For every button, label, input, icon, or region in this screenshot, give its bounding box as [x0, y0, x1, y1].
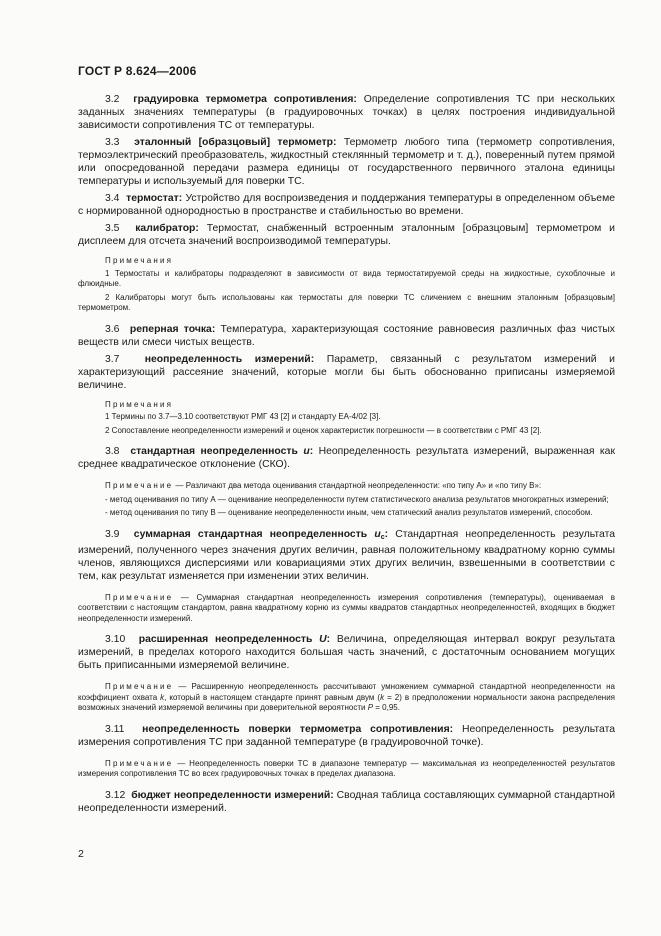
clause-number: 3.11 — [105, 723, 125, 735]
clause-number: 3.2 — [105, 94, 120, 105]
note-item: 2 Сопоставление неопределенности измерений и оценок характеристик погрешности — в соответствии с РМГ 43 [2]. — [105, 425, 542, 435]
clause-3-8 — [78, 445, 615, 471]
document-body — [78, 93, 615, 819]
clause-term: термостат: — [126, 193, 183, 204]
clause-3-12 — [78, 789, 615, 815]
note-text: — Суммарная стандартная неопределенность измерения сопротивления (температуры), оцениваемая в соответствии с настоящим стандартом, равна квадратному корню из суммы квадратов стандартных неопределенностей, входящих в бюджет неопределенности измерений. — [78, 592, 615, 623]
clause-term: неопределенность поверки термометра сопротивления: — [142, 723, 454, 735]
clause-number: 3.12 — [105, 789, 126, 801]
note-list-item: - метод оценивания по типу А — оценивание неопределенности путем статистического анализа результатов многократных измерений; — [105, 494, 609, 504]
clause-text: Термометр любого типа (термометр сопротивления, термоэлектрический преобразователь, жидкостный стеклянный термометр и т. д.), поверенный путем прямой или опосредованной передачи размера единицы от государственного первичного эталона единицы температуры и используемый для поверки ТС. — [78, 137, 615, 187]
clause-term: расширенная неопределенность — [138, 634, 313, 645]
clause-number: 3.10 — [105, 634, 126, 645]
clause-text: Термостат, снабженный встроенным эталонным [образцовым] термометром и дисплеем для отсчета значений воспроизводимой температуры. — [78, 223, 615, 247]
note-single — [78, 593, 615, 625]
clause-text: Стандартная неопределенность результата измерений, полученного через значения других величин, равная положительному квадратному корню суммы членов, являющихся дисперсиями или ковариациями этих других величин, взвешенными в соответствии с тем, как результат изменяется при изменении этих величин. — [78, 528, 615, 582]
clause-symbol: u — [303, 446, 310, 457]
clause-term: суммарная стандартная неопределенность — [133, 528, 368, 540]
clause-number: 3.9 — [105, 528, 120, 540]
note-text: — Неопределенность поверки ТС в диапазоне температур — максимальная из неопределенностей результатов измерения сопротивления ТС во всех градуировочных точках в пределах диапазона. — [78, 758, 615, 778]
note-text: — Расширенную неопределенность рассчитывают умножением суммарной стандартной неопределенности на коэффициент охвата — [78, 682, 615, 702]
note-label: Примечание — [105, 481, 174, 490]
clause-3-10 — [78, 633, 615, 672]
note-single — [78, 481, 615, 492]
note-item: 1 Термины по 3.7—3.10 соответствуют РМГ 43 [2] и стандарту ЕА-4/02 [3]. — [105, 412, 381, 421]
clause-term: реперная точка: — [129, 323, 216, 335]
clause-term: калибратор: — [135, 223, 199, 234]
note-single — [78, 759, 615, 780]
clause-number: 3.8 — [105, 446, 120, 457]
document-header: ГОСТ Р 8.624—2006 — [78, 64, 197, 78]
term-colon: : — [326, 634, 331, 645]
clause-symbol-subscript: c — [380, 533, 385, 541]
note-item: 2 Калибраторы могут быть использованы как термостаты для поверки ТС сличением с внешним эталонным [образцовым] термометром. — [78, 292, 615, 312]
notes-heading: Примечания — [105, 256, 174, 265]
note-symbol: k — [160, 692, 165, 702]
note-label: Примечание — [105, 758, 174, 768]
clause-term: градуировка термометра сопротивления: — [133, 94, 357, 105]
note-label: Примечание — [105, 592, 174, 602]
clause-symbol: u — [374, 528, 381, 540]
clause-number: 3.3 — [105, 137, 120, 148]
clause-number: 3.7 — [105, 353, 120, 365]
note-text: = 2) в предположении нормальности закона распределения возможных значений измеряемой величины при доверительной вероятности — [78, 692, 615, 712]
clause-3-6 — [78, 323, 615, 349]
clause-term: стандартная неопределенность — [130, 446, 298, 457]
clause-text: Устройство для воспроизведения и поддержания температуры в определенном объеме с нормированной однородностью в пространстве и стабильностью во времени. — [78, 193, 615, 217]
note-single — [78, 682, 615, 714]
note-text: = 0,95. — [373, 703, 400, 712]
clause-3-5 — [78, 222, 615, 248]
clause-text: Величина, определяющая интервал вокруг результата измерений, в пределах которого находится большая часть значений, с достаточным основанием могущих быть приписанными измеряемой величине. — [78, 634, 615, 671]
clause-text: Неопределенность результата измерения сопротивления ТС при заданной температуре (в градуировочной точке). — [78, 723, 615, 748]
note-symbol: k — [380, 692, 385, 702]
clause-text: Неопределенность результата измерений, выраженная как среднее квадратическое отклонение (СКО). — [78, 446, 616, 470]
clause-3-2 — [78, 93, 615, 132]
clause-text: Температура, характеризующая состояние равновесия различных фаз чистых веществ или смеси чистых веществ. — [78, 323, 615, 348]
note-label: Примечание — [105, 682, 174, 691]
note-item: 1 Термостаты и калибраторы подразделяют в зависимости от вида термостатируемой среды на жидкостные, сухоблочные и флюидные. — [78, 268, 615, 288]
clause-3-11 — [78, 723, 615, 749]
clause-number: 3.5 — [105, 223, 120, 234]
clause-3-7 — [78, 353, 615, 392]
note-text: , который в настоящем стандарте принят равным двум ( — [164, 692, 381, 702]
clause-text: Сводная таблица составляющих суммарной стандартной неопределенности измерений. — [78, 789, 615, 814]
clause-number: 3.6 — [105, 323, 120, 335]
page-number: 2 — [78, 848, 84, 860]
term-colon: : — [384, 528, 389, 540]
clause-term: неопределенность измерений: — [144, 353, 315, 365]
clause-text: Параметр, связанный с результатом измерений и характеризующий рассеяние значений, которые могли бы быть обоснованно приписаны измеряемой величине. — [78, 353, 615, 391]
note-text: — Различают два метода оценивания стандартной неопределенности: «по типу А» и «по типу В»: — [173, 481, 542, 490]
clause-text: Определение сопротивления ТС при нескольких заданных значениях температуры (в градуировочных точках) в целях построения индивидуальной зависимости сопротивления ТС от температуры. — [78, 94, 615, 131]
clause-number: 3.4 — [105, 193, 120, 204]
note-list-item: - метод оценивания по типу В — оценивание неопределенности иным, чем статический анализ результатов измерений, способом. — [105, 508, 593, 517]
clause-term: эталонный [образцовый] термометр: — [134, 137, 337, 148]
clause-term: бюджет неопределенности измерений: — [131, 789, 334, 801]
notes-heading: Примечания — [105, 399, 174, 409]
clause-3-4 — [78, 192, 615, 218]
note-symbol: Р — [367, 703, 374, 712]
clause-3-3 — [78, 136, 615, 188]
clause-symbol: U — [319, 634, 327, 645]
term-colon: : — [309, 446, 314, 457]
clause-3-9 — [78, 528, 615, 583]
